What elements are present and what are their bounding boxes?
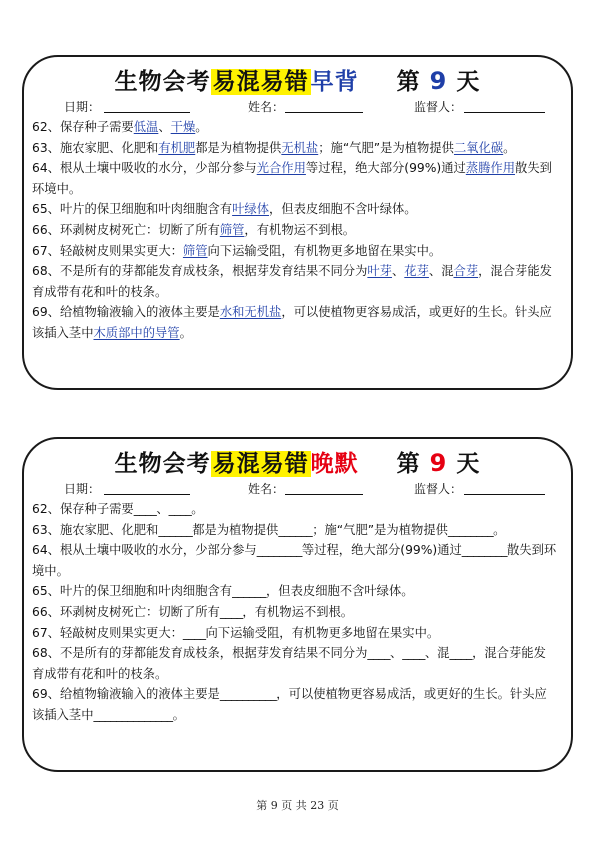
item-65 [32,581,557,602]
answer: 二氧化碳 [453,140,504,155]
item-text: 64、根从土壤中吸收的水分，少部分参与 [32,543,257,558]
item-text: 67、轻敲树皮则果实更大： [32,243,183,258]
day-prefix: 第 [396,69,421,95]
title-tag-evening: 晚默 [310,451,359,477]
item-text: 、 [158,120,171,134]
day-prefix: 第 [396,451,421,477]
item-text: 。 [172,707,185,722]
item-text: 向下运输受阻，有机物更多地留在果实中。 [205,625,440,640]
answer: 无机盐 [281,140,319,155]
blank-line: ________ [256,543,302,558]
item-text: ，但表皮细胞不含叶绿体。 [266,584,414,599]
item-text: 67、轻敲树皮则果实更大： [32,625,183,640]
item-text: 62、保存种子需要 [32,120,134,134]
day-number: 9 [429,449,448,477]
supervisor-line[interactable] [464,494,545,495]
answer: 叶芽 [367,264,392,279]
item-64 [32,158,557,199]
item-text: ，有机物运不到根。 [244,222,356,237]
item-text: 散失到环境中。 [32,161,552,196]
answer: 低温 [133,120,159,134]
blank-line: ______ [278,522,313,537]
blank-line: ____ [182,625,206,640]
item-text: ，混合芽能发育成带有花和叶的枝条。 [32,646,546,681]
item-text: 都是为植物提供 [195,140,282,155]
blank-line: ____ [168,502,192,516]
blank-line: ____ [219,604,243,619]
answer: 干燥 [170,120,196,134]
item-text: 63、施农家肥、化肥和 [32,522,159,537]
item-text: 、混 [428,264,454,279]
item-text: 、混 [424,646,450,661]
item-text: 66、环剥树皮树死亡：切断了所有 [32,222,220,237]
item-text: 。 [191,502,204,516]
supervisor-line[interactable] [464,112,545,113]
item-text: ，有机物运不到根。 [242,604,354,619]
item-text: ；施“气肥”是为植物提供 [312,522,448,537]
answer: 木质部中的导管 [93,325,180,340]
title-highlight: 易混易错 [212,451,309,477]
item-text: 63、施农家肥、化肥和 [32,140,159,155]
blank-line: ____ [367,646,390,661]
day-suffix: 天 [456,451,481,477]
item-text: 。 [195,120,208,134]
item-text: 69、给植物输液输入的液体主要是 [32,305,220,320]
blank-line: ____ [133,502,157,516]
name-label: 姓名： [248,100,285,114]
item-text: ，可以使植物更容易成活，或更好的生长。针头应该插入茎中 [32,687,547,722]
answer: 合芽 [453,264,479,279]
day-number: 9 [429,67,448,95]
title-highlight: 易混易错 [212,69,309,95]
item-text: 。 [493,522,506,537]
blank-line: ______ [232,584,266,599]
answer: 有机肥 [158,140,196,155]
title-prefix: 生物会考 [114,69,211,95]
item-text: ，混合芽能发育成带有花和叶的枝条。 [32,264,552,299]
item-69 [32,684,557,725]
item-text: 、 [156,502,169,516]
page-footer: 第 9 页 共 23 页 [256,799,339,812]
answer: 花芽 [404,264,429,279]
item-text: 66、环剥树皮树死亡：切断了所有 [32,604,220,619]
item-66 [32,220,557,241]
item-64 [32,540,557,581]
item-62 [32,499,557,520]
answer: 水和无机盐 [219,305,282,320]
item-63 [32,520,557,541]
supervisor-label: 监督人： [414,100,463,114]
name-line[interactable] [285,494,363,495]
name-line[interactable] [285,112,363,113]
date-line[interactable] [104,494,190,495]
name-label: 姓名： [248,482,285,496]
evening-card [22,437,573,772]
answer: 筛管 [219,222,245,237]
evening-info-row [64,480,543,500]
item-text: ，可以使植物更容易成活，或更好的生长。针头应该插入茎中 [32,305,552,340]
item-67 [32,241,557,262]
item-text: 69、给植物输液输入的液体主要是 [32,687,220,702]
item-69 [32,302,557,343]
item-text: ，但表皮细胞不含叶绿体。 [269,202,417,217]
answer: 叶绿体 [232,202,270,217]
blank-line: ____ [402,646,425,661]
item-text: 等过程，绝大部分(99%)通过 [305,161,466,176]
evening-items [32,499,557,726]
morning-card [22,55,573,390]
item-text: 等过程，绝大部分(99%)通过 [301,543,462,558]
title-prefix: 生物会考 [114,451,211,477]
item-text: 、 [391,264,405,279]
item-text: ；施“气肥”是为植物提供 [318,140,454,155]
answer: 光合作用 [256,161,306,176]
answer: 筛管 [182,243,208,258]
date-line[interactable] [104,112,190,113]
evening-title [24,445,571,478]
item-text: 68、不是所有的芽都能发育成枝条，根据芽发育结果不同分为 [32,264,368,279]
item-text: 都是为植物提供 [192,522,279,537]
item-68 [32,643,557,684]
blank-line: ________ [447,522,494,537]
blank-line: ____ [449,646,473,661]
blank-line: ______ [158,522,193,537]
item-text: 65、叶片的保卫细胞和叶肉细胞含有 [32,584,233,599]
morning-title [24,63,571,96]
item-text: 、 [389,646,403,661]
item-text: 64、根从土壤中吸收的水分，少部分参与 [32,161,257,176]
item-text: 散失到环境中。 [32,543,557,578]
item-text: 62、保存种子需要 [32,502,134,516]
blank-line: ______________ [93,707,173,722]
item-text: 。 [503,140,516,155]
morning-items [32,117,557,344]
supervisor-label: 监督人： [414,482,463,496]
date-label: 日期： [64,100,101,114]
item-text: 65、叶片的保卫细胞和叶肉细胞含有 [32,202,233,217]
blank-line: ________ [461,543,507,558]
item-text: 向下运输受阻，有机物更多地留在果实中。 [207,243,442,258]
item-67 [32,623,557,644]
answer: 蒸腾作用 [465,161,516,176]
title-tag-morning: 早背 [310,69,359,95]
item-65 [32,199,557,220]
blank-line: __________ [219,687,277,702]
item-63 [32,138,557,159]
item-text: 。 [179,325,192,340]
item-68 [32,261,557,302]
item-62 [32,117,557,138]
item-text: 68、不是所有的芽都能发育成枝条，根据芽发育结果不同分为 [32,646,368,661]
date-label: 日期： [64,482,101,496]
item-66 [32,602,557,623]
morning-info-row [64,98,543,118]
day-suffix: 天 [456,69,481,95]
